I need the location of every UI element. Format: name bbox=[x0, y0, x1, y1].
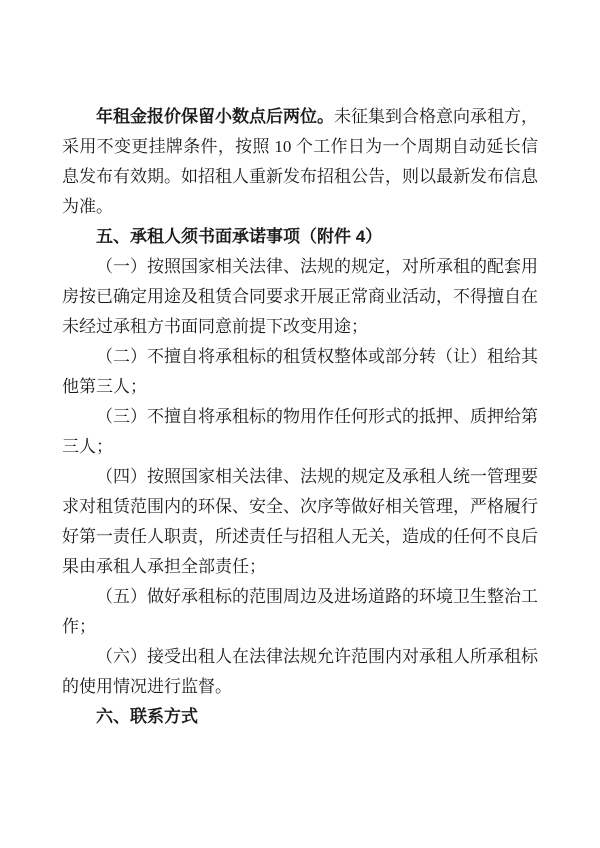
commitment-item-5: （五）做好承租标的范围周边及进场道路的环境卫生整治工作； bbox=[62, 587, 538, 636]
commitment-item-3: （三）不擅自将承租标的物用作任何形式的抵押、质押给第三人； bbox=[62, 407, 538, 456]
section-6-heading: 六、联系方式 bbox=[96, 707, 198, 726]
intro-text: 未征集到合格意向承租方，采用不变更挂牌条件，按照 10 个工作日为一个周期自动延长信息发布有效期。如招租人重新发布招租公告，则以最新发布信息为准。 bbox=[62, 107, 538, 216]
document-content bbox=[62, 102, 538, 732]
intro-bold-lead: 年租金报价保留小数点后两位。 bbox=[96, 107, 334, 126]
commitment-item-1: （一）按照国家相关法律、法规的规定，对所承租的配套用房按已确定用途及租赁合同要求开展正常商业活动，不得擅自在未经过承租方书面同意前提下改变用途； bbox=[62, 257, 538, 336]
commitment-item-2: （二）不擅自将承租标的租赁权整体或部分转（让）租给其他第三人； bbox=[62, 347, 538, 396]
section-5-heading: 五、承租人须书面承诺事项（附件 4） bbox=[96, 227, 383, 246]
commitment-item-4: （四）按照国家相关法律、法规的规定及承租人统一管理要求对租赁范围内的环保、安全、次序等做好相关管理，严格履行好第一责任人职责，所述责任与招租人无关，造成的任何不良后果由承租人承担全部责任； bbox=[62, 467, 538, 576]
intro-paragraph bbox=[62, 102, 538, 222]
commitment-item-6: （六）接受出租人在法律法规允许范围内对承租人所承租标的使用情况进行监督。 bbox=[62, 647, 538, 696]
